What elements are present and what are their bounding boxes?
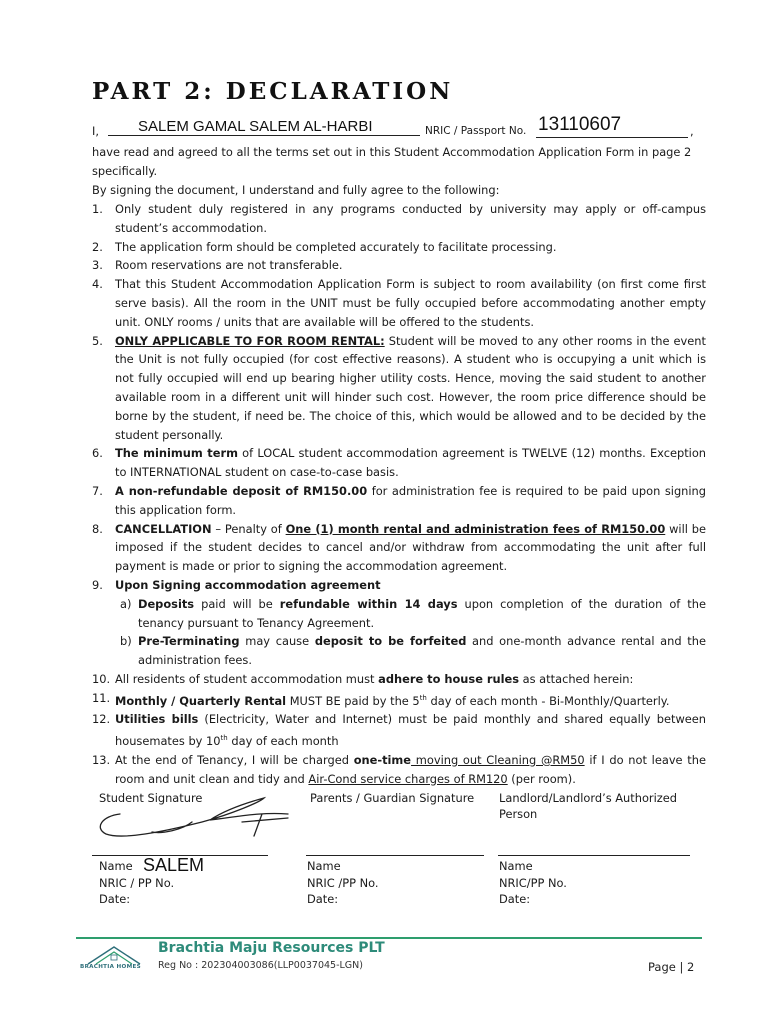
page-title: PART 2: DECLARATION	[92, 78, 454, 105]
parent-signature-label: Parents / Guardian Signature	[310, 791, 475, 805]
list-item: 7. A non-refundable deposit of RM150.00 for administration fee is required to be paid upon signing this application form.	[92, 483, 707, 517]
parent-name-label: Name	[307, 859, 341, 873]
parent-nric-label: NRIC /PP No.	[307, 876, 379, 890]
registration-number: Reg No : 202304003086(LLP0037045-LGN)	[158, 960, 363, 971]
house-logo-icon	[86, 944, 142, 966]
nric-value: 13110607	[538, 114, 622, 135]
sub-list	[115, 595, 706, 670]
nric-underline	[536, 137, 688, 138]
sub-list-item: a) Deposits paid will be refundable within 14 days upon completion of the duration of the tenancy pursuant to Tenancy Agreement.	[120, 596, 707, 630]
student-name-value: SALEM	[143, 855, 205, 875]
parent-date-label: Date:	[307, 892, 339, 906]
parent-signature-line	[306, 855, 484, 856]
landlord-name-label: Name	[499, 859, 533, 873]
list-item: 9. Upon Signing accommodation agreement a) Deposits paid will be refundable within 14 days upon completion of the duration of the tenancy pursuant to Tenancy Agreement. b) Pre-Terminating may cause deposit to be forfeited and one-month advance rental and the administration fees.	[92, 576, 706, 670]
list-item: 8. CANCELLATION – Penalty of One (1) month rental and administration fees of RM150.00 will be imposed if the student decides to cancel and/or withdraw from accommodating the unit after full payment is made or prior to signing the accommodation agreement.	[92, 521, 707, 574]
sub-list-item: b) Pre-Terminating may cause deposit to be forfeited and one-month advance rental and the administration fees.	[120, 634, 706, 668]
logo-text: BRACHTIA HOMES	[80, 964, 141, 970]
student-nric-label: NRIC / PP No.	[99, 876, 175, 890]
landlord-date-label: Date:	[499, 892, 531, 906]
intro-line-4: By signing the document, I understand and fully agree to the following:	[92, 183, 500, 197]
student-signature-scribble	[92, 792, 292, 848]
list-item: 1. Only student duly registered in any programs conducted by university may apply or off-campus student’s accommodation.	[92, 202, 706, 235]
landlord-nric-label: NRIC/PP No.	[499, 876, 567, 890]
applicant-name: SALEM GAMAL SALEM AL-HARBI	[138, 118, 373, 135]
list-item: 4. That this Student Accommodation Application Form is subject to room availability (on first come first serve basis). All the room in the UNIT must be fully occupied before accommodating another empty unit. ONLY rooms / units that are available will be offered to the students.	[92, 277, 706, 329]
declaration-list	[92, 200, 706, 788]
intro-i-label: I,	[92, 124, 99, 138]
nric-label: NRIC / Passport No.	[425, 125, 527, 137]
company-name: Brachtia Maju Resources PLT	[158, 940, 385, 956]
student-name-label: Name	[99, 859, 133, 873]
intro-line-2: have read and agreed to all the terms set out in this Student Accommodation Application Form in page 2	[92, 145, 692, 159]
footer-divider	[76, 937, 702, 939]
landlord-signature-line	[498, 855, 690, 856]
list-item: 13. At the end of Tenancy, I will be charged one-time moving out Cleaning @RM50 if I do not leave the room and unit clean and tidy and Air-Cond service charges of RM120 (per room).	[92, 752, 706, 786]
student-date-label: Date:	[99, 892, 131, 906]
student-signature-label: Student Signature	[99, 791, 203, 805]
list-item: 6. The minimum term of LOCAL student accommodation agreement is TWELVE (12) months. Exception to INTERNATIONAL student on case-to-case basis.	[92, 446, 707, 480]
list-item: 11. Monthly / Quarterly Rental MUST BE paid by the 5th day of each month - Bi-Monthly/Quarterly.	[92, 690, 670, 708]
name-underline	[108, 135, 420, 136]
intro-comma: ,	[690, 124, 694, 138]
page-number: Page | 2	[648, 960, 695, 974]
landlord-signature-label: Landlord/Landlord’s Authorized Person	[499, 791, 677, 821]
list-item: 10. All residents of student accommodation must adhere to house rules as attached herein:	[92, 671, 634, 686]
list-item: 3. Room reservations are not transferable.	[92, 258, 343, 273]
intro-line-3: specifically.	[92, 164, 158, 178]
list-item: 2. The application form should be completed accurately to facilitate processing.	[92, 239, 557, 254]
list-item: 5. ONLY APPLICABLE TO FOR ROOM RENTAL: Student will be moved to any other rooms in the event the Unit is not fully occupied (for cost effective reasons). A student who is occupying a unit which is not fully occupied will end up bearing higher utility costs. Hence, moving the said student to another available room in a different unit will hinder such cost. However, the room price difference should be borne by the student, if need be. The choice of this, which would be allowed and to be decided by the student personally.	[92, 333, 706, 442]
list-item: 12. Utilities bills (Electricity, Water and Internet) must be paid monthly and shared equally between housemates by 10th day of each month	[92, 712, 706, 748]
